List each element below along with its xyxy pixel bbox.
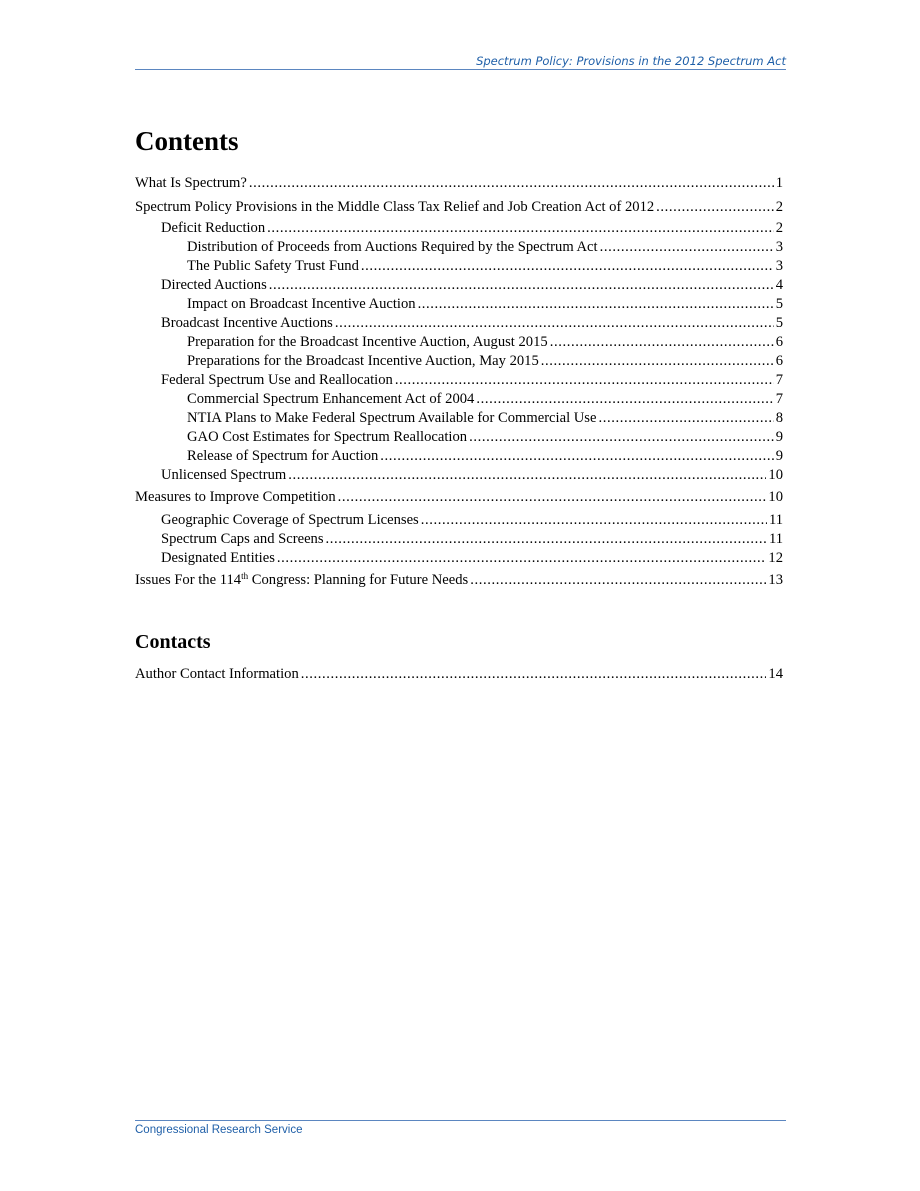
toc-leader	[301, 665, 767, 684]
toc-entry[interactable]	[161, 466, 783, 485]
toc-entry-text: GAO Cost Estimates for Spectrum Reallocation	[187, 429, 468, 445]
toc-entry-page: 13	[768, 572, 783, 588]
contacts-title: Contacts	[135, 631, 211, 653]
toc-entry-page: 4	[775, 277, 783, 293]
toc-entry-text-part: Issues For the 114	[135, 572, 242, 588]
toc-entry-page: 5	[775, 315, 783, 331]
toc-entry-text: Impact on Broadcast Incentive Auction	[187, 296, 416, 312]
toc-entry[interactable]	[135, 571, 783, 590]
toc-leader	[470, 571, 766, 590]
toc-entry[interactable]	[135, 198, 783, 217]
toc-leader	[335, 314, 774, 333]
running-header: Spectrum Policy: Provisions in the 2012 Spectrum Act	[476, 54, 786, 68]
toc-leader	[267, 219, 774, 238]
toc-entry-page: 11	[768, 512, 783, 528]
toc-entry-text: The Public Safety Trust Fund	[187, 258, 359, 274]
toc-entry-text-part: Congress: Planning for Future Needs	[248, 572, 469, 588]
toc-entry-page: 8	[775, 410, 783, 426]
toc-entry-page: 3	[775, 258, 783, 274]
toc-leader	[550, 333, 774, 352]
toc-entry-text: Geographic Coverage of Spectrum Licenses	[161, 512, 419, 528]
toc-entry[interactable]	[187, 447, 783, 466]
toc-entry-page: 5	[775, 296, 783, 312]
toc-entry-text: Author Contact Information	[135, 666, 299, 682]
toc-entry[interactable]	[161, 511, 783, 530]
toc-leader	[269, 276, 774, 295]
toc-leader	[288, 466, 766, 485]
footer-rule	[135, 1120, 786, 1121]
toc-entry-text: Spectrum Caps and Screens	[161, 531, 324, 547]
toc-entry[interactable]	[161, 549, 783, 568]
toc-entry-text: Spectrum Policy Provisions in the Middle Class Tax Relief and Job Creation Act of 2012	[135, 199, 655, 215]
toc-entry-text: Federal Spectrum Use and Reallocation	[161, 372, 393, 388]
toc-entry-text: Preparation for the Broadcast Incentive Auction, August 2015	[187, 334, 548, 350]
toc-entry[interactable]	[187, 428, 783, 447]
toc-entry-page: 3	[775, 239, 783, 255]
toc-leader	[421, 511, 767, 530]
toc-entry-text: Commercial Spectrum Enhancement Act of 2004	[187, 391, 475, 407]
toc-entry-text: Broadcast Incentive Auctions	[161, 315, 333, 331]
toc-leader	[249, 174, 774, 193]
toc-entry[interactable]	[187, 333, 783, 352]
toc-entry[interactable]	[135, 665, 783, 684]
toc-entry-page: 6	[775, 334, 783, 350]
toc-entry[interactable]	[161, 314, 783, 333]
toc-entry-text: Distribution of Proceeds from Auctions Required by the Spectrum Act	[187, 239, 598, 255]
contents-title: Contents	[135, 126, 239, 156]
toc-entry-text: Preparations for the Broadcast Incentive Auction, May 2015	[187, 353, 539, 369]
toc-leader	[361, 257, 774, 276]
toc-entry-page: 2	[775, 220, 783, 236]
footer-text: Congressional Research Service	[135, 1124, 303, 1136]
toc-entry-text: What Is Spectrum?	[135, 175, 247, 191]
toc-entry-page: 9	[775, 429, 783, 445]
toc-entry-text: Release of Spectrum for Auction	[187, 448, 379, 464]
toc-entry-text: Deficit Reduction	[161, 220, 266, 236]
toc-entry[interactable]	[187, 257, 783, 276]
toc-entry-page: 10	[768, 489, 783, 505]
toc-leader	[380, 447, 773, 466]
toc-leader	[338, 488, 767, 507]
toc-entry-page: 10	[768, 467, 783, 483]
toc-leader	[277, 549, 767, 568]
toc-leader	[395, 371, 774, 390]
toc-entry[interactable]	[187, 238, 783, 257]
toc-leader	[326, 530, 767, 549]
toc-entry-text: Designated Entities	[161, 550, 275, 566]
toc-entry[interactable]	[135, 488, 783, 507]
toc-entry[interactable]	[161, 219, 783, 238]
toc-entry-text: Measures to Improve Competition	[135, 489, 336, 505]
toc-entry[interactable]	[187, 390, 783, 409]
toc-entry[interactable]	[187, 409, 783, 428]
toc-entry-page: 11	[768, 531, 783, 547]
toc-entry-page: 7	[775, 391, 783, 407]
toc-leader	[469, 428, 774, 447]
toc-entry-page: 2	[775, 199, 783, 215]
toc-entry-text: Unlicensed Spectrum	[161, 467, 287, 483]
toc-leader	[541, 352, 774, 371]
toc-leader	[418, 295, 774, 314]
toc-entry-text	[135, 571, 468, 590]
toc-entry[interactable]	[161, 530, 783, 549]
toc-entry-page: 12	[768, 550, 783, 566]
toc-leader	[476, 390, 773, 409]
toc-entry-text: NTIA Plans to Make Federal Spectrum Available for Commercial Use	[187, 410, 597, 426]
toc-entry-page: 7	[775, 372, 783, 388]
toc-entry-text: Directed Auctions	[161, 277, 267, 293]
toc-leader	[656, 198, 774, 217]
toc-entry-page: 6	[775, 353, 783, 369]
toc-entry-page: 1	[775, 175, 783, 191]
toc-entry-page: 14	[768, 666, 783, 682]
toc-entry[interactable]	[135, 174, 783, 193]
toc-entry[interactable]	[187, 352, 783, 371]
toc-leader	[600, 238, 774, 257]
header-rule	[135, 69, 786, 70]
toc-entry[interactable]	[161, 276, 783, 295]
toc-entry[interactable]	[187, 295, 783, 314]
toc-entry-page: 9	[775, 448, 783, 464]
toc-entry-superscript: th	[241, 571, 249, 581]
toc-entry[interactable]	[161, 371, 783, 390]
toc-leader	[598, 409, 773, 428]
